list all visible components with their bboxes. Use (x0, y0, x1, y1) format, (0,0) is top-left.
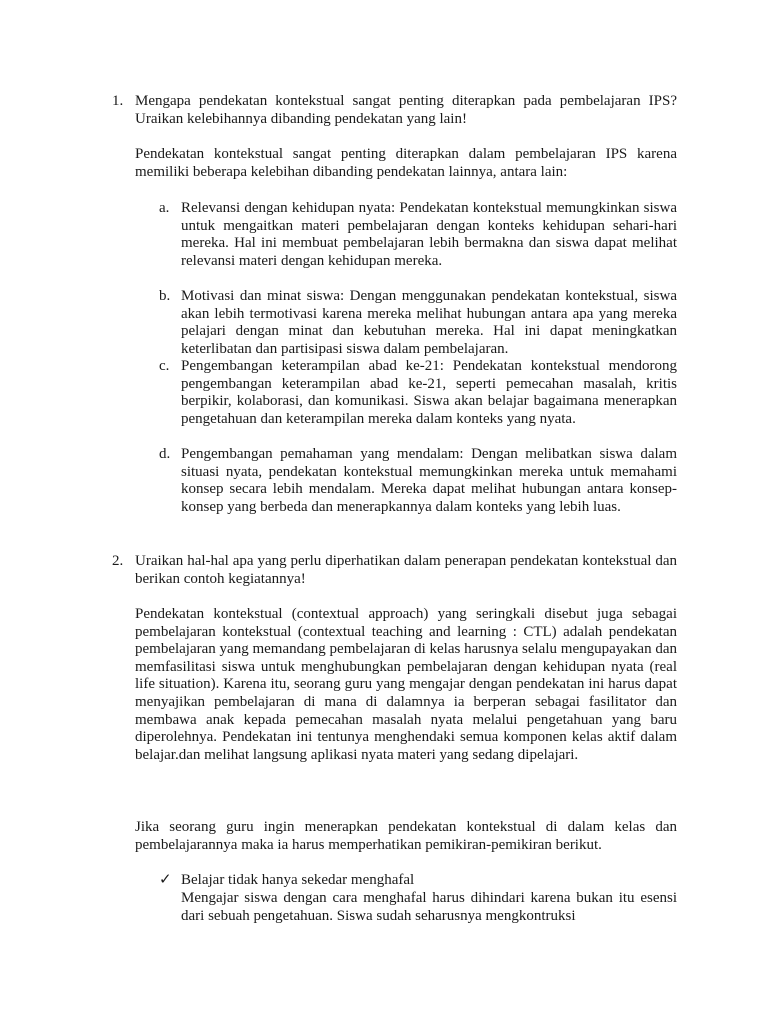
answer-paragraph: Pendekatan kontekstual (contextual approach) yang seringkali disebut juga sebagai pembelajaran kontekstual (contextual teaching and learning : CTL) adalah pendekatan pembelajaran yang memandang pembelajaran di kelas harusnya selalu mengupayakan dan memfasilitasi siswa untuk menghubungkan pembelajaran dengan kehidupan nyata (real life situation). Karena itu, seorang guru yang mengajar dengan pendekatan ini harus dapat menyajikan pembelajaran di mana di dalamnya ia berperan sebagai fasilitator dan membawa anak kepada pemecahan masalah nyata melalui pengetahuan yang baru diperolehnya. Pendekatan ini tentunya menghendaki semua komponen kelas aktif dalam belajar.dan melihat langsung aplikasi nyata materi yang sedang dipelajari. (135, 606, 677, 763)
list-item-text: Relevansi dengan kehidupan nyata: Pendekatan kontekstual memungkinkan siswa untuk mengaitkan materi pembelajaran dengan konteks kehidupan sehari-hari mereka. Hal ini membuat pembelajaran lebih bermakna dan siswa dapat melihat relevansi materi dengan kehidupan mereka. (181, 200, 677, 269)
list-item-text: Motivasi dan minat siswa: Dengan menggunakan pendekatan kontekstual, siswa akan lebih termotivasi karena mereka melihat hubungan antara apa yang mereka pelajari dengan minat dan kebutuhan mereka. Hal ini dapat meningkatkan keterlibatan dan partisipasi siswa dalam pembelajaran. (181, 288, 677, 357)
question-text: Uraikan hal-hal apa yang perlu diperhatikan dalam penerapan pendekatan kontekstual dan berikan contoh kegiatannya! (135, 553, 677, 587)
question-text: Mengapa pendekatan kontekstual sangat penting diterapkan pada pembelajaran IPS? Uraikan kelebihannya dibanding pendekatan yang lain! (135, 93, 677, 127)
list-item-label: d. (159, 446, 171, 462)
checklist-body: Mengajar siswa dengan cara menghafal harus dihindari karena bukan itu esensi dari sebuah pengetahuan. Siswa sudah seharusnya mengkontruksi (181, 890, 677, 924)
question-number: 2. (112, 553, 124, 569)
answer-intro: Pendekatan kontekstual sangat penting diterapkan dalam pembelajaran IPS karena memiliki beberapa kelebihan dibanding pendekatan lainnya, antara lain: (135, 146, 677, 180)
list-item-label: a. (159, 200, 170, 216)
question-number: 1. (112, 93, 124, 109)
checkmark-icon: ✓ (159, 872, 172, 888)
answer-paragraph: Jika seorang guru ingin menerapkan pendekatan kontekstual di dalam kelas dan pembelajarannya maka ia harus memperhatikan pemikiran-pemikiran berikut. (135, 819, 677, 853)
list-item-text: Pengembangan keterampilan abad ke-21: Pendekatan kontekstual mendorong pengembangan keterampilan abad ke-21, seperti pemecahan masalah, kritis berpikir, kolaborasi, dan komunikasi. Siswa akan belajar bagaimana menerapkan pengetahuan dan keterampilan mereka dalam konteks yang nyata. (181, 358, 677, 427)
checklist-title: Belajar tidak hanya sekedar menghafal (181, 872, 415, 888)
list-item-label: b. (159, 288, 171, 304)
list-item-label: c. (159, 358, 170, 374)
list-item-text: Pengembangan pemahaman yang mendalam: Dengan melibatkan siswa dalam situasi nyata, pendekatan kontekstual memungkinkan mereka untuk memahami konsep secara lebih mendalam. Mereka dapat melihat hubungan antara konsep-konsep yang berbeda dan menerapkannya dalam konteks yang lebih luas. (181, 446, 677, 515)
